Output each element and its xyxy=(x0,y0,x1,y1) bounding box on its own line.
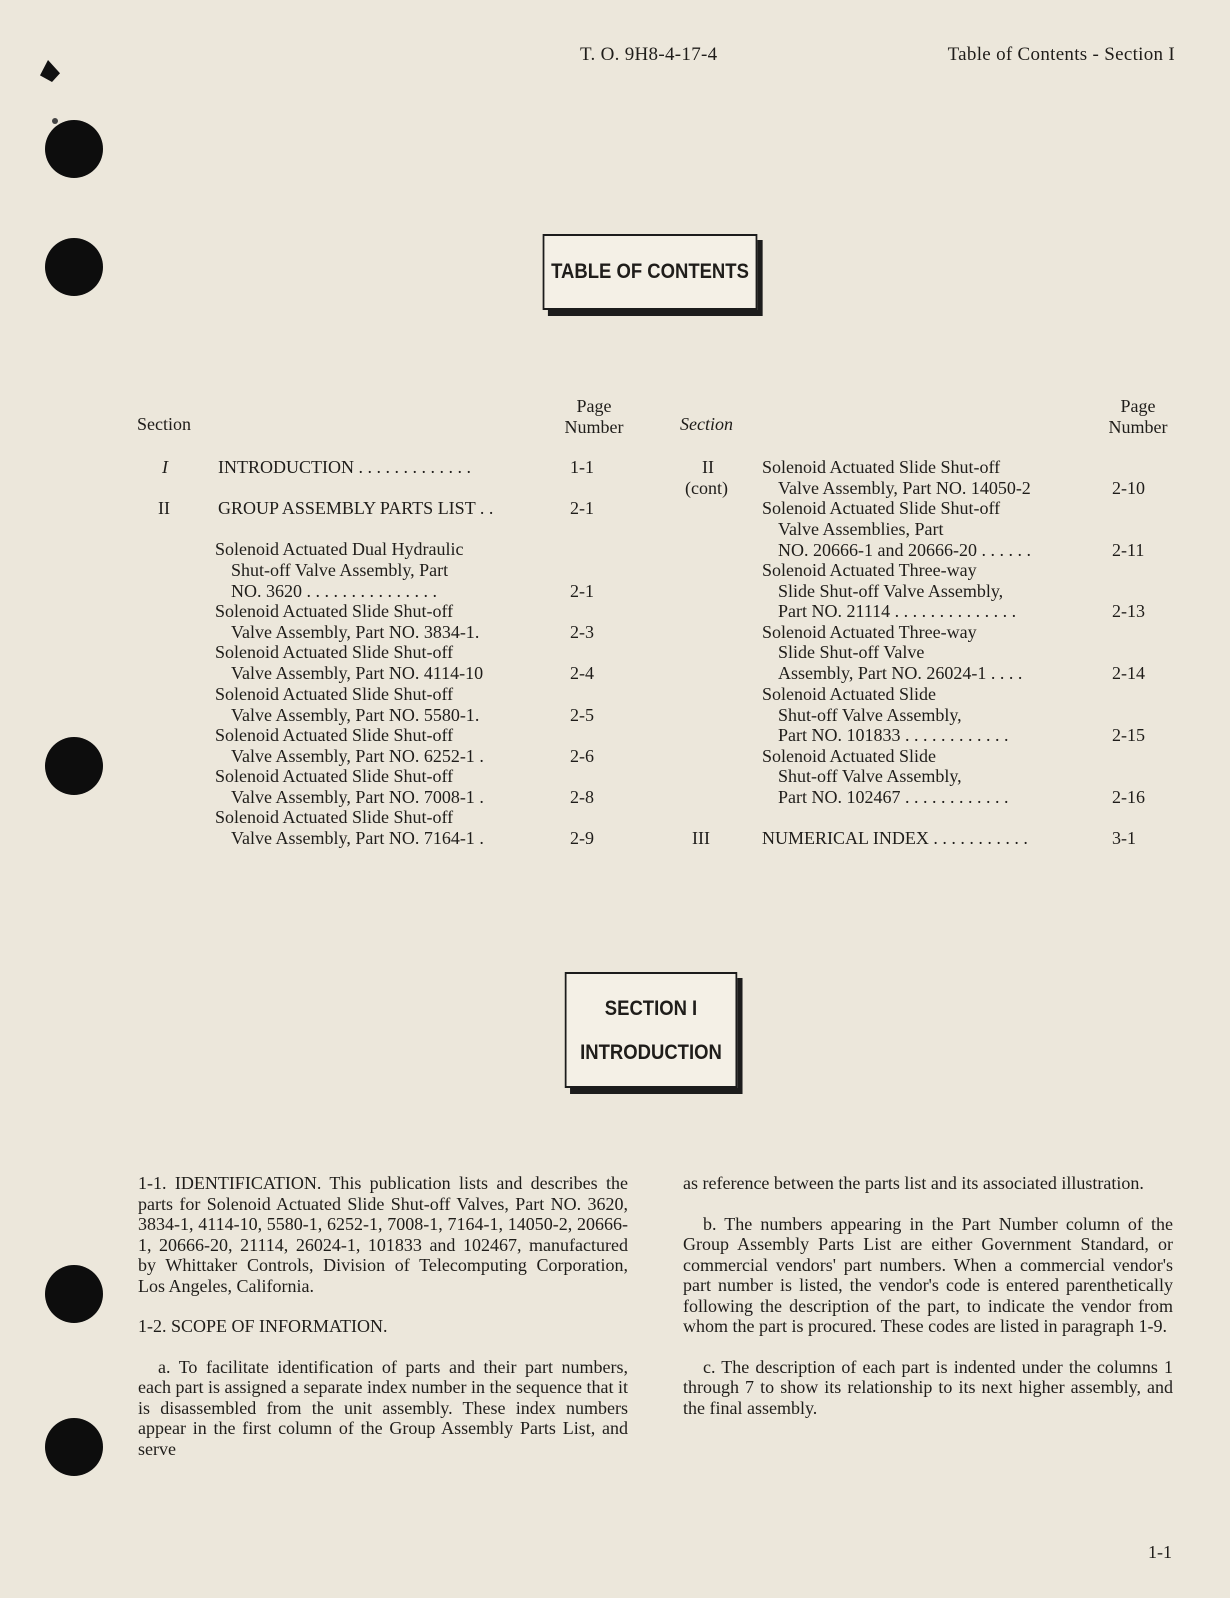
body-left-column xyxy=(138,1173,628,1479)
binder-hole xyxy=(45,1265,103,1323)
toc-entry-line: Shut-off Valve Assembly, xyxy=(778,705,962,725)
toc-entry-line: Shut-off Valve Assembly, Part xyxy=(231,560,449,580)
binder-hole xyxy=(45,238,103,296)
paragraph-scope-heading: 1-2. SCOPE OF INFORMATION. xyxy=(138,1316,388,1336)
toc-col-page-line2: Number xyxy=(1108,417,1168,437)
toc-entry-line: Valve Assembly, Part NO. 3834-1. xyxy=(231,622,480,642)
toc-entry-line: Shut-off Valve Assembly, xyxy=(778,766,962,786)
toc-col-page xyxy=(558,396,630,438)
toc-entry-line: Valve Assembly, Part NO. 7008-1 . xyxy=(231,787,484,807)
toc-col-page-line1: Page xyxy=(576,396,612,416)
toc-entry-line: Solenoid Actuated Slide Shut-off xyxy=(762,457,1001,477)
toc-section-cont: (cont) xyxy=(685,478,728,498)
binder-hole xyxy=(45,120,103,178)
toc-section-num: I xyxy=(162,457,168,477)
toc-entry-line: Part NO. 21114 . . . . . . . . . . . . . . xyxy=(778,601,1017,621)
section-title-box xyxy=(565,972,737,1088)
toc-col-page-line1: Page xyxy=(1120,396,1156,416)
toc-entry-line: Solenoid Actuated Slide Shut-off xyxy=(215,642,454,662)
toc-col-section: Section xyxy=(137,414,191,434)
toc-entry-line: Part NO. 101833 . . . . . . . . . . . . xyxy=(778,725,1009,745)
toc-entry-line: Solenoid Actuated Slide Shut-off xyxy=(215,725,454,745)
toc-entry: GROUP ASSEMBLY PARTS LIST . . xyxy=(218,498,494,518)
toc-page: 2-6 xyxy=(570,746,594,766)
toc-entry: NUMERICAL INDEX . . . . . . . . . . . xyxy=(762,828,1028,848)
binder-hole xyxy=(45,737,103,795)
toc-entry-line: Valve Assembly, Part NO. 5580-1. xyxy=(231,705,480,725)
toc-section-num: II xyxy=(702,457,714,477)
toc-entry-line: NO. 20666-1 and 20666-20 . . . . . . xyxy=(778,540,1031,560)
doc-number: T. O. 9H8-4-17-4 xyxy=(580,44,718,65)
toc-page: 2-9 xyxy=(570,828,594,848)
toc-page: 2-8 xyxy=(570,787,594,807)
toc-col-page-line2: Number xyxy=(564,417,624,437)
toc-section-num: II xyxy=(158,498,170,518)
toc-entry-line: Valve Assemblies, Part xyxy=(778,519,944,539)
running-header: Table of Contents - Section I xyxy=(947,44,1175,65)
body-right-column xyxy=(683,1173,1173,1438)
toc-page: 2-1 xyxy=(570,498,594,518)
section-title: INTRODUCTION xyxy=(580,1041,722,1064)
toc-page: 2-11 xyxy=(1112,540,1145,560)
paragraph-scope-b: b. The numbers appearing in the Part Number column of the Group Assembly Parts List are either Government Standard, or commercial vendors' part numbers. When a commercial vendor's part number is listed, the vendor's code is entered parenthetically following the description of the part, to indicate the vendor from whom the part is procured. These codes are listed in paragraph 1-9. xyxy=(683,1213,1173,1336)
toc-entry-line: Valve Assembly, Part NO. 6252-1 . xyxy=(231,746,484,766)
toc-page: 2-14 xyxy=(1112,663,1145,683)
toc-entry-line: Assembly, Part NO. 26024-1 . . . . xyxy=(778,663,1023,683)
toc-page: 2-16 xyxy=(1112,787,1145,807)
toc-page: 1-1 xyxy=(570,457,594,477)
toc-entry-line: Solenoid Actuated Slide Shut-off xyxy=(762,498,1001,518)
paragraph-scope-a: a. To facilitate identification of parts and their part numbers, each part is assigned a separate index number in the sequence that it is disassembled from the unit assembly. These index numbers appear in the first column of the Group Assembly Parts List, and serve xyxy=(138,1356,628,1459)
toc-entry-line: Solenoid Actuated Slide Shut-off xyxy=(215,684,454,704)
toc-col-section-right: Section xyxy=(680,414,733,434)
toc-section-num: III xyxy=(692,828,710,848)
toc-page: 2-5 xyxy=(570,705,594,725)
toc-title: TABLE OF CONTENTS xyxy=(551,260,749,283)
paragraph-scope-a-cont: as reference between the parts list and its associated illustration. xyxy=(683,1173,1144,1193)
toc-entry-line: Solenoid Actuated Slide xyxy=(762,746,936,766)
paragraph-identification: 1-1. IDENTIFICATION. This publication lists and describes the parts for Solenoid Actuated Slide Shut-off Valves, Part NO. 3620, 3834-1, 4114-10, 5580-1, 6252-1, 7008-1, 7164-1, 14050-2, 20666-1, 20666-20, 21114, 26024-1, 101833 and 102467, manufactured by Whittaker Controls, Division of Telecomputing Corporation, Los Angeles, California. xyxy=(138,1173,628,1296)
toc-entry-line: Valve Assembly, Part NO. 14050-2 xyxy=(778,478,1031,498)
toc-page: 2-13 xyxy=(1112,601,1145,621)
section-number: SECTION I xyxy=(604,997,698,1020)
toc-entry-line: Valve Assembly, Part NO. 4114-10 xyxy=(231,663,484,683)
toc-page: 3-1 xyxy=(1112,828,1136,848)
paragraph-scope-c: c. The description of each part is indented under the columns 1 through 7 to show its relationship to its next higher assembly, and the final assembly. xyxy=(683,1356,1173,1418)
toc-title-box xyxy=(543,234,758,310)
toc-entry-line: Solenoid Actuated Slide Shut-off xyxy=(215,807,454,827)
toc-page: 2-15 xyxy=(1112,725,1145,745)
toc-col-page-right xyxy=(1102,396,1174,438)
toc-entry-line: Valve Assembly, Part NO. 7164-1 . xyxy=(231,828,484,848)
toc-page: 2-4 xyxy=(570,663,594,683)
toc-entry-line: Solenoid Actuated Slide Shut-off xyxy=(215,601,454,621)
page-number: 1-1 xyxy=(1148,1542,1172,1562)
toc-entry-line: Slide Shut-off Valve Assembly, xyxy=(778,581,1004,601)
toc-page: 2-1 xyxy=(570,581,594,601)
toc-entry-line: Solenoid Actuated Three-way xyxy=(762,560,977,580)
toc-entry-line: Slide Shut-off Valve xyxy=(778,642,925,662)
toc-page: 2-3 xyxy=(570,622,594,642)
toc-entry-line: Solenoid Actuated Slide Shut-off xyxy=(215,766,454,786)
toc-entry-line: Solenoid Actuated Slide xyxy=(762,684,936,704)
toc-entry-line: Solenoid Actuated Dual Hydraulic xyxy=(215,539,464,559)
toc-entry-line: Solenoid Actuated Three-way xyxy=(762,622,977,642)
page-dot xyxy=(52,118,58,124)
binder-hole xyxy=(45,1418,103,1476)
toc-page: 2-10 xyxy=(1112,478,1145,498)
toc-entry-line: NO. 3620 . . . . . . . . . . . . . . . xyxy=(231,581,437,601)
toc-entry-line: Part NO. 102467 . . . . . . . . . . . . xyxy=(778,787,1009,807)
page-mark xyxy=(40,60,60,82)
toc-entry: INTRODUCTION . . . . . . . . . . . . . xyxy=(218,457,471,477)
